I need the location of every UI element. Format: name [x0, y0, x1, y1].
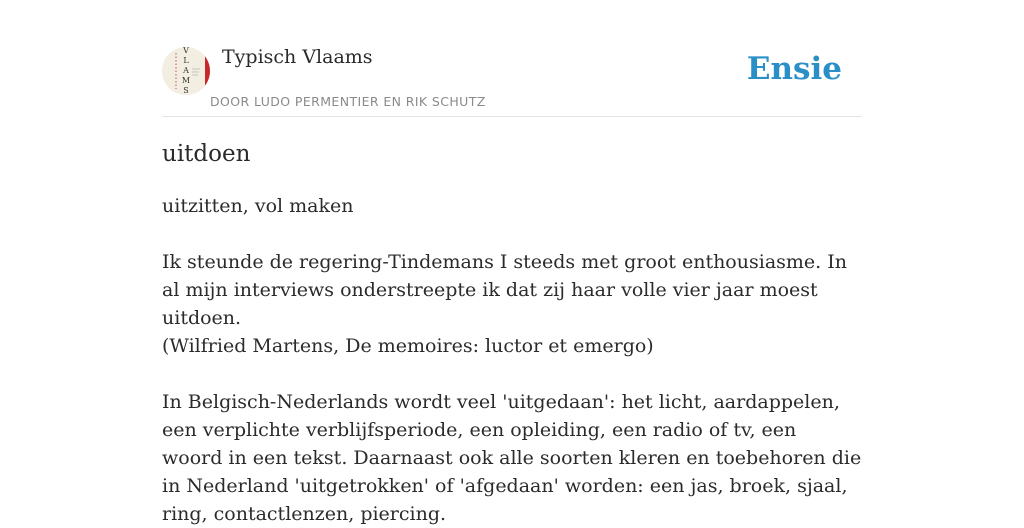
page-header — [162, 44, 862, 117]
entry-content — [162, 136, 862, 528]
entry-note: In Belgisch-Nederlands wordt veel 'uitgedaan': het licht, aardappelen, een verplichte verblijfsperiode, een opleiding, een radio of tv, een woord in een tekst. Daarnaast ook alle soorten kleren en toebehoren die in Nederland 'uitgetrokken' of 'afgedaan' worden: een jas, broek, sjaal, ring, contactlenzen, piercing. — [162, 391, 862, 525]
entry-definition: uitzitten, vol maken — [162, 195, 354, 217]
author-byline: DOOR LUDO PERMENTIER EN RIK SCHUTZ — [210, 94, 486, 109]
svg-text:A: A — [183, 66, 189, 75]
book-title-link[interactable]: Typisch Vlaams — [222, 46, 373, 68]
entry-example — [162, 248, 862, 360]
svg-text:L: L — [183, 56, 189, 65]
example-source: (Wilfried Martens, De memoires: luctor et emergo) — [162, 335, 654, 357]
example-quote: Ik steunde de regering-Tindemans I steeds met groot enthousiasme. In al mijn interviews onderstreepte ik dat zij haar volle vier jaar moest uitdoen. — [162, 251, 847, 329]
entry-term: uitdoen — [162, 141, 251, 167]
svg-text:M: M — [181, 76, 191, 85]
book-cover-icon[interactable] — [162, 47, 210, 95]
svg-text:S: S — [183, 86, 189, 95]
svg-text:V: V — [183, 47, 189, 55]
ensie-logo-link[interactable]: Ensie — [746, 51, 842, 87]
